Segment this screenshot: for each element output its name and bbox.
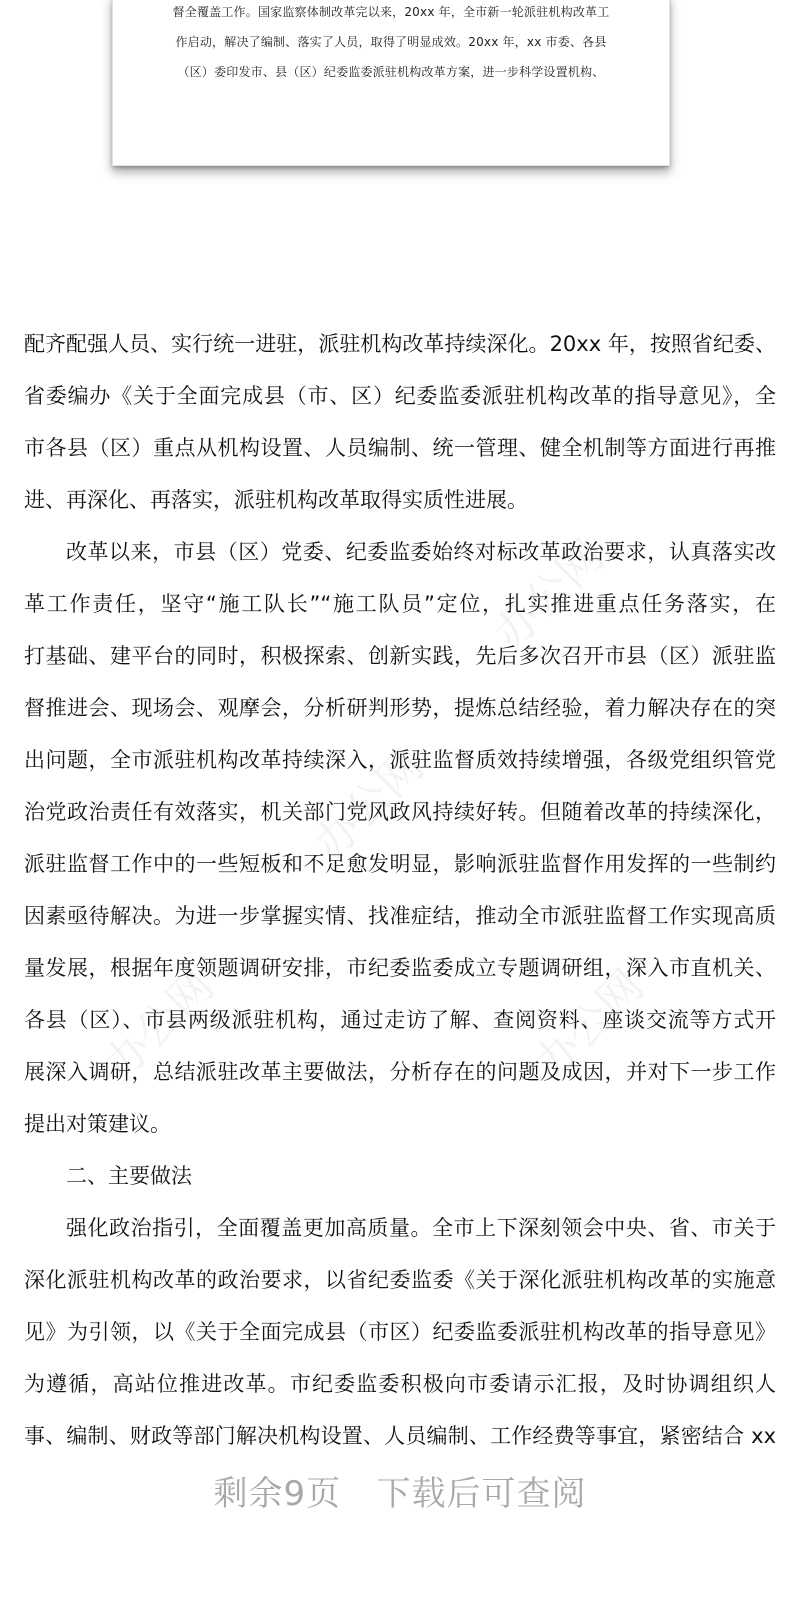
paragraph-line: 展深入调研，总结派驻改革主要做法，分析存在的问题及成因，并对下一步工作 <box>24 1060 776 1084</box>
paragraph-line: 见》为引领，以《关于全面完成县（市区）纪委监委派驻机构改革的指导意见》 <box>24 1320 776 1344</box>
paragraph-line: 配齐配强人员、实行统一进驻，派驻机构改革持续深化。20xx 年，按照省纪委、 <box>24 332 776 356</box>
section-heading: 二、主要做法 <box>66 1164 192 1188</box>
paragraph-line: 提出对策建议。 <box>24 1112 171 1136</box>
paragraph-line: 派驻监督工作中的一些短板和不足愈发明显，影响派驻监督作用发挥的一些制约 <box>24 852 776 876</box>
preview-card <box>112 0 670 166</box>
paragraph-line: 改革以来，市县（区）党委、纪委监委始终对标改革政治要求，认真落实改 <box>66 540 776 564</box>
paragraph-line: 打基础、建平台的同时，积极探索、创新实践，先后多次召开市县（区）派驻监 <box>24 644 776 668</box>
paragraph-line: 进、再深化、再落实，派驻机构改革取得实质性进展。 <box>24 488 528 512</box>
paragraph-line: 省委编办《关于全面完成县（市、区）纪委监委派驻机构改革的指导意见》，全 <box>24 384 776 408</box>
paragraph-line: 市各县（区）重点从机构设置、人员编制、统一管理、健全机制等方面进行再推 <box>24 436 776 460</box>
preview-line: （区）委印发市、县（区）纪委监委派驻机构改革方案，进一步科学设置机构、 <box>177 65 605 79</box>
paragraph-line: 强化政治指引，全面覆盖更加高质量。全市上下深刻领会中央、省、市关于 <box>66 1216 776 1240</box>
paragraph-line: 为遵循，高站位推进改革。市纪委监委积极向市委请示汇报，及时协调组织人 <box>24 1372 776 1396</box>
paragraph-line: 革工作责任，坚守“施工队长”“施工队员”定位，扎实推进重点任务落实，在 <box>24 592 776 616</box>
watermark: 办公网 <box>94 960 224 1090</box>
paragraph-line: 因素亟待解决。为进一步掌握实情、找准症结，推动全市派驻监督工作实现高质 <box>24 904 776 928</box>
paragraph-line: 深化派驻机构改革的政治要求，以省纪委监委《关于深化派驻机构改革的实施意 <box>24 1268 776 1292</box>
paragraph-line: 各县（区）、市县两级派驻机构，通过走访了解、查阅资料、座谈交流等方式开 <box>24 1008 776 1032</box>
preview-line: 作启动，解决了编制、落实了人员，取得了明显成效。20xx 年，xx 市委、各县 <box>175 35 607 49</box>
paragraph-line: 量发展，根据年度领题调研安排，市纪委监委成立专题调研组，深入市直机关、 <box>24 956 776 980</box>
paragraph-line: 出问题，全市派驻机构改革持续深入，派驻监督质效持续增强，各级党组织管党 <box>24 748 776 772</box>
preview-line: 督全覆盖工作。国家监察体制改革完以来，20xx 年，全市新一轮派驻机构改革工 <box>172 5 610 19</box>
watermark: 办公网 <box>304 740 434 870</box>
paragraph-line: 治党政治责任有效落实，机关部门党风政风持续好转。但随着改革的持续深化， <box>24 800 776 824</box>
paragraph-line: 事、编制、财政等部门解决机构设置、人员编制、工作经费等事宜，紧密结合 xx <box>24 1424 776 1448</box>
remaining-pages-prompt[interactable]: 剩余9页 下载后可查阅 <box>213 1474 587 1514</box>
watermark: 办公网 <box>524 960 654 1090</box>
paragraph-line: 督推进会、现场会、观摩会，分析研判形势，提炼总结经验，着力解决存在的突 <box>24 696 776 720</box>
watermark: 办公网 <box>484 530 614 660</box>
